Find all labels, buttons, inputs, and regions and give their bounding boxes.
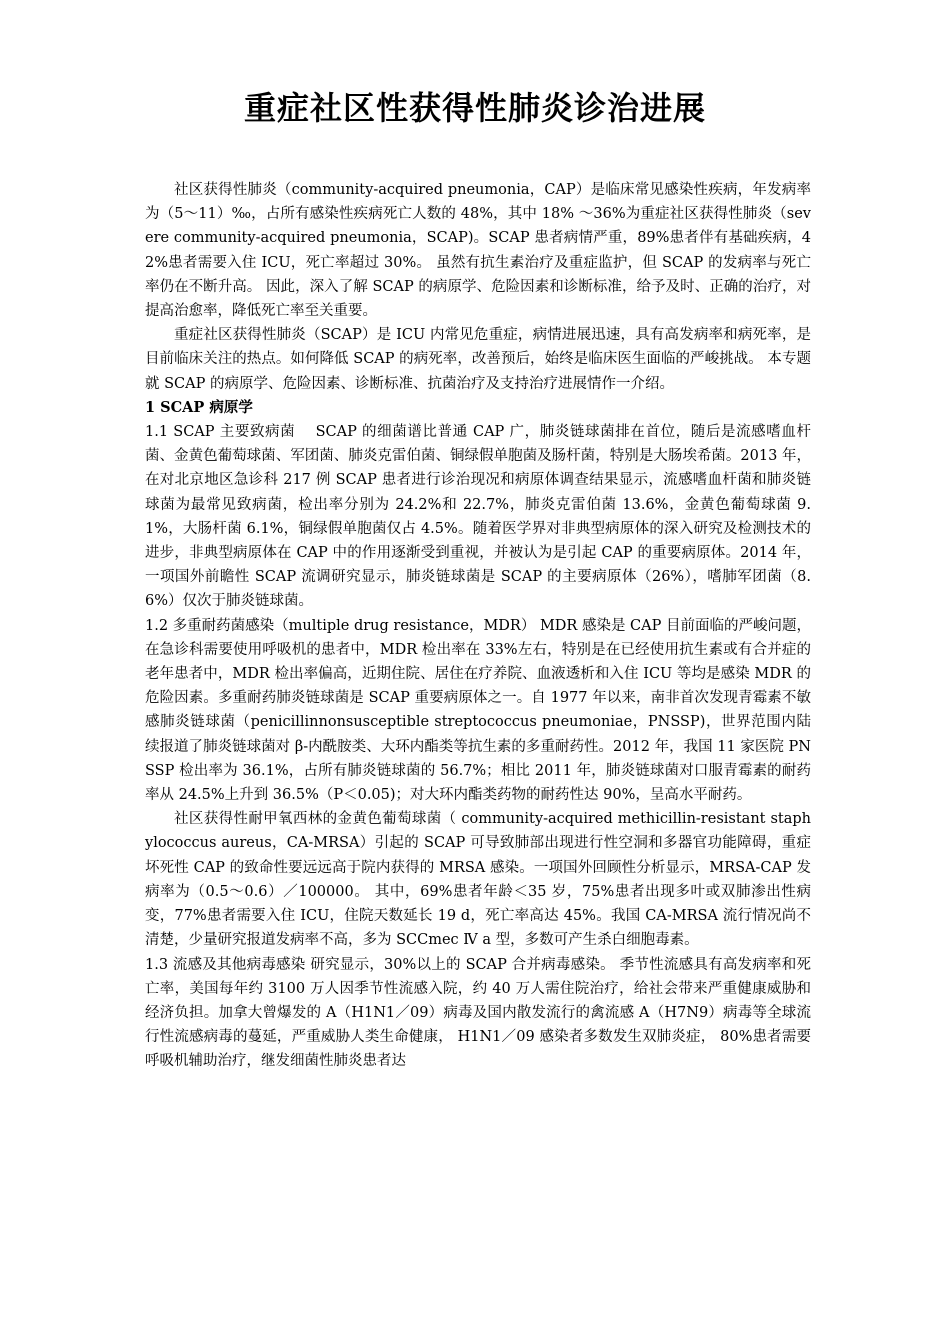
body-paragraph: 1.2 多重耐药菌感染（multiple drug resistance，MDR） MDR 感染是 CAP 目前面临的严峻问题，在急诊科需要使用呼吸机的患者中，MDR 检出率在 33%左右，特别是在已经使用抗生素或有合并症的老年患者中，MDR 检出率偏高，近期住院、居住在疗养院、血液透析和入住 ICU 等均是感染 MDR 的危险因素。多重耐药肺炎链球菌是 SCAP 重要病原体之一。自 1977 年以来，南非首次发现青霉素不敏感肺炎链球菌（penicillinnonsusceptible streptococcus pneumoniae，PNSSP)，世界范围内陆续报道了肺炎链球菌对 β-内酰胺类、大环内酯类等抗生素的多重耐药性。2012 年，我国 11 家医院 PNSSP 检出率为 36.1%，占所有肺炎链球菌的 56.7%；相比 2011 年，肺炎链球菌对口服青霉素的耐药率从 24.5%上升到 36.5%（P＜0.05)；对大环内酯类药物的耐药性达 90%，呈高水平耐药。	[145, 617, 811, 804]
body-paragraph: 1.3 流感及其他病毒感染 研究显示，30%以上的 SCAP 合并病毒感染。 季节性流感具有高发病率和死亡率，美国每年约 3100 万人因季节性流感入院，约 40 万人需住院治疗，给社会带来严重健康威胁和经济负担。加拿大曾爆发的 A（H1N1／09）病毒及国内散发流行的禽流感 A（H7N9）病毒等全球流行性流感病毒的蔓延，严重威胁人类生命健康， H1N1／09 感染者多数发生双肺炎症， 80%患者需要呼吸机辅助治疗，继发细菌性肺炎患者达	[145, 956, 811, 1070]
document-body	[145, 178, 811, 1074]
body-paragraph: 社区获得性肺炎（community-acquired pneumonia，CAP）是临床常见感染性疾病，年发病率为（5～11）‰，占所有感染性疾病死亡人数的 48%，其中 18% ～36%为重症社区获得性肺炎（severe community-acquired pneumonia，SCAP)。SCAP 患者病情严重，89%患者伴有基础疾病，42%患者需要入住 ICU，死亡率超过 30%。 虽然有抗生素治疗及重症监护，但 SCAP 的发病率与死亡率仍在不断升高。 因此，深入了解 SCAP 的病原学、危险因素和诊断标准，给予及时、正确的治疗，对提高治愈率，降低死亡率至关重要。	[145, 182, 811, 320]
section-heading: 1 SCAP 病原学	[145, 398, 253, 416]
document-title: 重症社区性获得性肺炎诊治进展	[243, 89, 706, 127]
body-paragraph: 重症社区获得性肺炎（SCAP）是 ICU 内常见危重症，病情进展迅速，具有高发病率和病死率，是目前临床关注的热点。如何降低 SCAP 的病死率，改善预后，始终是临床医生面临的严峻挑战。 本专题就 SCAP 的病原学、危险因素、诊断标准、抗菌治疗及支持治疗进展情作一介绍。	[145, 327, 811, 392]
body-paragraph: 1.1 SCAP 主要致病菌 SCAP 的细菌谱比普通 CAP 广，肺炎链球菌排在首位，随后是流感嗜血杆菌、金黄色葡萄球菌、军团菌、肺炎克雷伯菌、铜绿假单胞菌及肠杆菌，特别是大肠埃希菌。2013 年，在对北京地区急诊科 217 例 SCAP 患者进行诊治现况和病原体调查结果显示，流感嗜血杆菌和肺炎链球菌为最常见致病菌，检出率分别为 24.2%和 22.7%，肺炎克雷伯菌 13.6%，金黄色葡萄球菌 9.1%，大肠杆菌 6.1%，铜绿假单胞菌仅占 4.5%。随着医学界对非典型病原体的深入研究及检测技术的进步，非典型病原体在 CAP 中的作用逐渐受到重视，并被认为是引起 CAP 的重要病原体。2014 年，一项国外前瞻性 SCAP 流调研究显示，肺炎链球菌是 SCAP 的主要病原体（26%），嗜肺军团菌（8.6%）仅次于肺炎链球菌。	[145, 424, 811, 610]
body-paragraph: 社区获得性耐甲氧西林的金黄色葡萄球菌（ community-acquired methicillin-resistant staphylococcus aureus，CA-MRSA）引起的 SCAP 可导致肺部出现进行性空洞和多器官功能障碍，重症坏死性 CAP 的致命性要远远高于院内获得的 MRSA 感染。一项国外回顾性分析显示，MRSA-CAP 发病率为（0.5～0.6）／100000。 其中，69%患者年龄＜35 岁，75%患者出现多叶或双肺渗出性病变，77%患者需要入住 ICU，住院天数延长 19 d，死亡率高达 45%。我国 CA-MRSA 流行情况尚不清楚，少量研究报道发病率不高，多为 SCCmec Ⅳ a 型，多数可产生杀白细胞毒素。	[145, 811, 811, 949]
